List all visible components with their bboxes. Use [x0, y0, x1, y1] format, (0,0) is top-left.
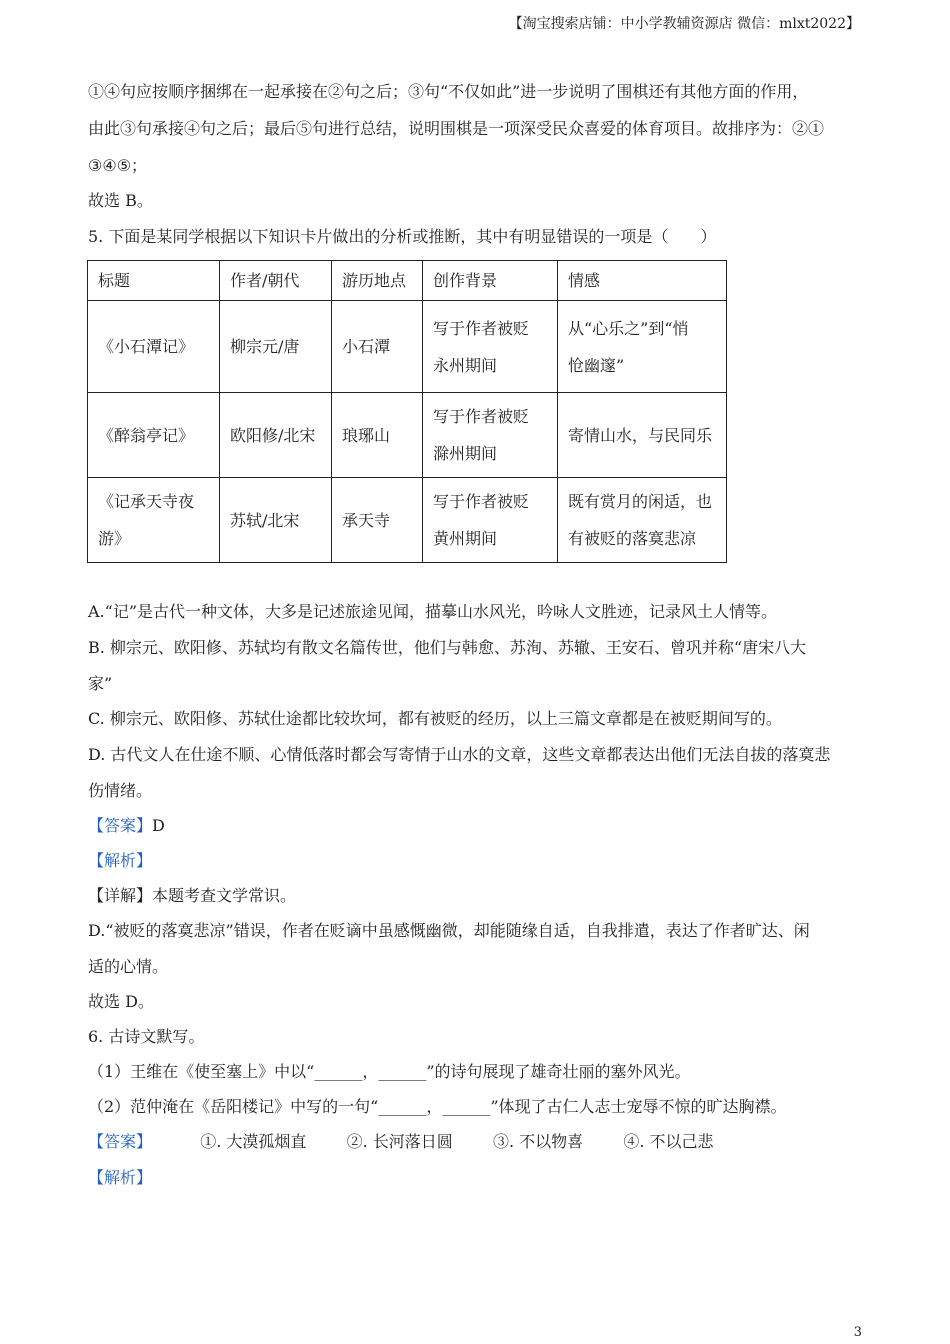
bg-line-1: 写于作者被贬	[433, 492, 530, 511]
q5-analysis-label: 【解析】	[88, 851, 153, 870]
cell-title: 《小石潭记》	[88, 301, 220, 393]
answer-1: ①. 大漠孤烟直	[200, 1132, 307, 1151]
th-author: 作者/朝代	[220, 261, 332, 301]
q6-stem: 6. 古诗文默写。	[88, 1027, 205, 1046]
answer-2: ②. 长河落日圆	[346, 1132, 453, 1151]
option-d-line-2: 伤情绪。	[88, 781, 153, 800]
bg-line-2: 滁州期间	[433, 444, 498, 463]
answer-3: ③. 不以物喜	[492, 1132, 584, 1151]
page-number: 3	[853, 1325, 862, 1340]
option-a: A.“记”是古代一种文体，大多是记述旅途见闻，描摹山水风光，吟咏人文胜迹，记录风土人情等。	[88, 602, 778, 621]
table-header-row	[88, 261, 727, 301]
prev-line-3: ③④⑤；	[88, 156, 148, 175]
prev-line-2: 由此③句承接④句之后；最后⑤句进行总结，说明围棋是一项深受民众喜爱的体育项目。故排序为：②①	[88, 119, 825, 138]
q5-detail: 【详解】本题考查文学常识。	[88, 886, 297, 905]
em-line-1: 既有赏月的闲适，也	[568, 492, 713, 511]
table-row	[88, 301, 727, 393]
em-line-2: 有被贬的落寞悲凉	[568, 529, 697, 548]
answer-4: ④. 不以己悲	[623, 1132, 714, 1151]
bg-line-1: 写于作者被贬	[433, 318, 530, 338]
table-row	[88, 393, 727, 478]
option-d-line-1: D. 古代文人在仕途不顺、心情低落时都会写寄情于山水的文章，这些文章都表达出他们无法自拔的落寞悲	[88, 745, 831, 764]
table-row	[88, 478, 727, 563]
q6-sub-1: （1）王维在《使至塞上》中以“______，______”的诗句展现了雄奇壮丽的塞外风光。	[88, 1062, 691, 1081]
cell-title: 《醉翁亭记》	[88, 393, 220, 478]
cell-background	[423, 393, 558, 478]
q6-answer	[88, 1132, 714, 1152]
cell-author: 苏轼/北宋	[220, 478, 332, 563]
cell-author: 柳宗元/唐	[220, 301, 332, 393]
em-line-1: 从“心乐之”到“悄	[568, 318, 689, 338]
bg-line-1: 写于作者被贬	[433, 407, 530, 426]
th-background: 创作背景	[423, 261, 558, 301]
bg-line-2: 永州期间	[433, 355, 498, 375]
cell-background	[423, 301, 558, 393]
q5-conclusion: 故选 D。	[88, 992, 154, 1011]
title-line-2: 游》	[98, 529, 131, 548]
cell-emotion	[558, 301, 727, 393]
th-emotion: 情感	[558, 261, 727, 301]
q6-analysis-label: 【解析】	[88, 1168, 153, 1187]
answer-value: D	[152, 816, 165, 835]
q6-sub-2: （2）范仲淹在《岳阳楼记》中写的一句“______，______”体现了古仁人志士宠辱不惊的旷达胸襟。	[88, 1097, 787, 1116]
q5-answer	[88, 816, 165, 836]
option-c: C. 柳宗元、欧阳修、苏轼仕途都比较坎坷，都有被贬的经历，以上三篇文章都是在被贬期间写的。	[88, 709, 782, 728]
page-header-ad: 【淘宝搜索店铺：中小学教辅资源店 微信：mlxt2022】	[508, 16, 860, 32]
knowledge-card-table	[87, 260, 727, 563]
option-b-line-2: 家”	[88, 674, 113, 693]
title-line-1: 《记承天寺夜	[98, 492, 195, 511]
bg-line-2: 黄州期间	[433, 529, 498, 548]
option-b-line-1: B. 柳宗元、欧阳修、苏轼均有散文名篇传世，他们与韩愈、苏洵、苏辙、王安石、曾巩并称“唐宋八大	[88, 638, 807, 657]
cell-place: 琅琊山	[332, 393, 423, 478]
cell-background	[423, 478, 558, 563]
cell-emotion: 寄情山水，与民同乐	[558, 393, 727, 478]
cell-title	[88, 478, 220, 563]
th-place: 游历地点	[332, 261, 423, 301]
q5-explanation-1: D.“被贬的落寞悲凉”错误，作者在贬谪中虽感慨幽微，却能随缘自适，自我排遣，表达了作者旷达、闲	[88, 921, 810, 940]
prev-line-1: ①④句应按顺序捆绑在一起承接在②句之后；③句“不仅如此”进一步说明了围棋还有其他方面的作用，	[88, 82, 809, 101]
cell-place: 小石潭	[332, 301, 423, 393]
q5-stem: 5. 下面是某同学根据以下知识卡片做出的分析或推断，其中有明显错误的一项是（ ）	[88, 227, 717, 246]
answer-label: 【答案】	[88, 1132, 153, 1151]
em-line-2: 怆幽邃”	[568, 355, 625, 375]
th-title: 标题	[88, 261, 220, 301]
q5-explanation-2: 适的心情。	[88, 957, 169, 976]
cell-place: 承天寺	[332, 478, 423, 563]
cell-emotion	[558, 478, 727, 563]
prev-conclusion: 故选 B。	[88, 191, 153, 210]
answer-label: 【答案】	[88, 816, 153, 835]
cell-author: 欧阳修/北宋	[220, 393, 332, 478]
